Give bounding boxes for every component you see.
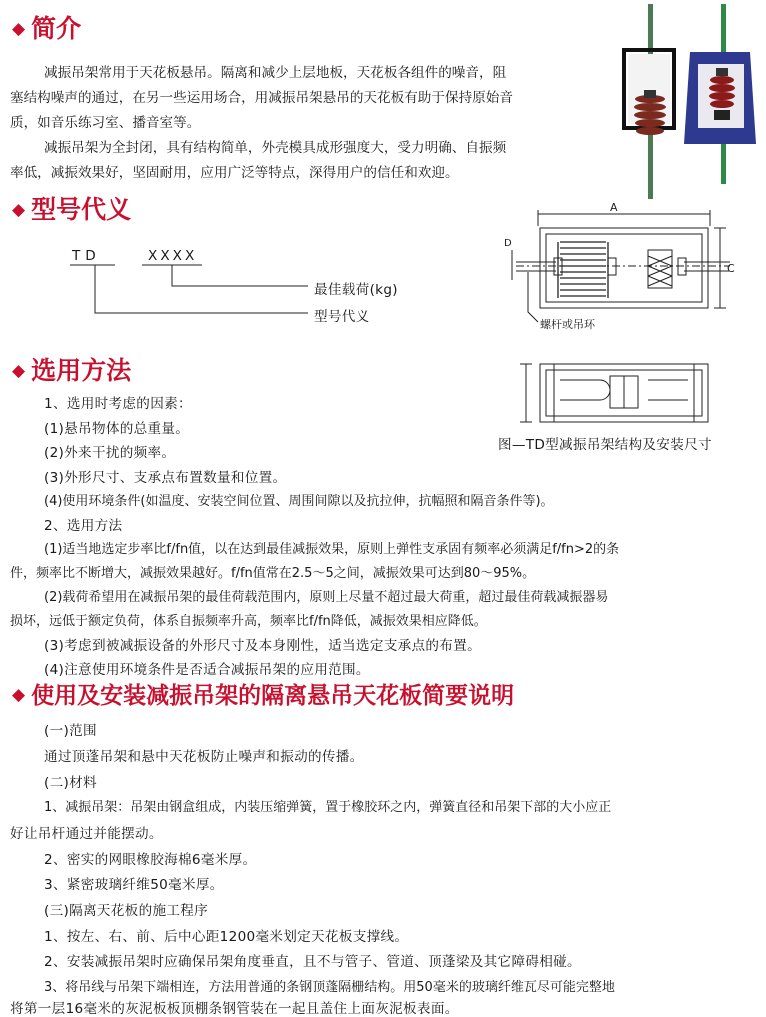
intro-line-4: 减振吊架为全封闭，具有结构简单，外壳模具成形强度大，受力明确、自振频 xyxy=(44,140,507,156)
selection-line-11: (3)考虑到被减振设备的外形尺寸及本身刚性，适当选定支承点的布置。 xyxy=(44,638,481,654)
install-line-1: (一)范围 xyxy=(44,723,97,739)
selection-title: 选用方法 xyxy=(31,356,132,385)
install-line-11: 3、将吊线与吊架下端相连，方法用普通的条钢顶蓬隔栅结构。用50毫米的玻璃纤维瓦尽可能完整地 xyxy=(44,980,615,995)
structure-diagram xyxy=(498,200,750,432)
selection-line-1: 1、选用时考虑的因素： xyxy=(44,396,192,412)
section-heading-model xyxy=(12,195,131,225)
dimension-d-label: D xyxy=(504,238,512,249)
intro-line-3: 质，如音乐练习室、播音室等。 xyxy=(10,115,201,131)
model-code-prefix: TD xyxy=(72,248,101,264)
selection-line-7: (1)适当地选定步率比f/fn值，以在达到最佳减振效果，原则上弹性支承固有频率必须满足f/fn>2的条 xyxy=(44,542,620,557)
install-line-9: 1、按左、右、前、后中心距1200毫米划定天花板支撑线。 xyxy=(44,929,409,945)
intro-title: 简介 xyxy=(31,14,82,43)
product-photo xyxy=(610,4,760,204)
diamond-bullet-icon: ◆ xyxy=(12,685,26,705)
install-line-7: 3、紧密玻璃纤维50毫米厚。 xyxy=(44,877,224,893)
selection-line-3: (2)外来干扰的频率。 xyxy=(44,445,176,461)
model-code-leader-lines xyxy=(60,262,320,322)
selection-line-4: (3)外形尺寸、支承点布置数量和位置。 xyxy=(44,470,287,486)
selection-line-12: (4)注意使用环境条件是否适合减振吊架的应用范围。 xyxy=(44,662,370,678)
selection-line-8: 件，频率比不断增大，减振效果越好。f/fn值常在2.5～5之间，减振效果可达到80～95%。 xyxy=(10,566,536,581)
section-heading-selection xyxy=(12,356,131,386)
intro-line-1: 减振吊架常用于天花板悬吊。隔离和减少上层地板，天花板各组件的噪音，阻 xyxy=(44,65,507,81)
intro-line-2: 塞结构噪声的通过，在另一些运用场合，用减振吊架悬吊的天花板有助于保持原始音 xyxy=(10,90,513,106)
rod-label: 螺杆或吊环 xyxy=(540,318,595,331)
diamond-bullet-icon: ◆ xyxy=(12,361,26,381)
dimension-c-label: C xyxy=(727,262,735,275)
model-code-suffix: XXXX xyxy=(148,248,198,264)
install-line-10: 2、安装减振吊架时应确保吊架角度垂直，且不与管子、管道、顶蓬梁及其它障碍相碰。 xyxy=(44,954,581,970)
section-heading-intro xyxy=(12,14,81,44)
install-title: 使用及安装减振吊架的隔离悬吊天花板简要说明 xyxy=(31,683,515,709)
dimension-a-label: A xyxy=(610,201,618,214)
selection-line-6: 2、选用方法 xyxy=(44,518,123,534)
intro-line-5: 率低，减振效果好，坚固耐用，应用广泛等特点，深得用户的信任和欢迎。 xyxy=(10,165,459,181)
install-line-6: 2、密实的网眼橡胶海棉6毫米厚。 xyxy=(44,852,257,868)
selection-line-9: (2)载荷希望用在减振吊架的最佳荷载范围内，原则上尽量不超过最大荷重，超过最佳荷载减振器易 xyxy=(44,590,609,605)
figure-caption: 图—TD型减振吊架结构及安装尺寸 xyxy=(498,437,712,453)
install-line-8: (三)隔离天花板的施工程序 xyxy=(44,903,209,919)
install-line-4: 1、减振吊架：吊架由钢盒组成，内装压缩弹簧，置于橡胶环之内，弹簧直径和吊架下部的大小应正 xyxy=(44,800,612,815)
model-label-load: 最佳载荷(kg) xyxy=(314,282,398,298)
selection-line-10: 损坏，远低于额定负荷，体系自振频率升高，频率比f/fn降低，减振效果相应降低。 xyxy=(10,614,487,629)
install-line-3: (二)材料 xyxy=(44,775,97,791)
diamond-bullet-icon: ◆ xyxy=(12,19,26,39)
install-line-5: 好让吊杆通过并能摆动。 xyxy=(10,826,163,842)
selection-line-2: (1)悬吊物体的总重量。 xyxy=(44,421,190,437)
model-label-model: 型号代义 xyxy=(314,309,370,325)
install-line-2: 通过顶蓬吊架和悬中天花板防止噪声和振动的传播。 xyxy=(44,749,364,765)
model-title: 型号代义 xyxy=(31,195,132,224)
selection-line-5: (4)使用环境条件(如温度、安装空间位置、周围间隙以及抗拉伸，抗幅照和隔音条件等)。 xyxy=(44,494,554,509)
diamond-bullet-icon: ◆ xyxy=(12,200,26,220)
section-heading-install xyxy=(12,680,514,711)
install-line-12: 将第一层16毫米的灰泥板板顶棚条钢管装在一起且盖住上面灰泥板表面。 xyxy=(10,1001,459,1017)
